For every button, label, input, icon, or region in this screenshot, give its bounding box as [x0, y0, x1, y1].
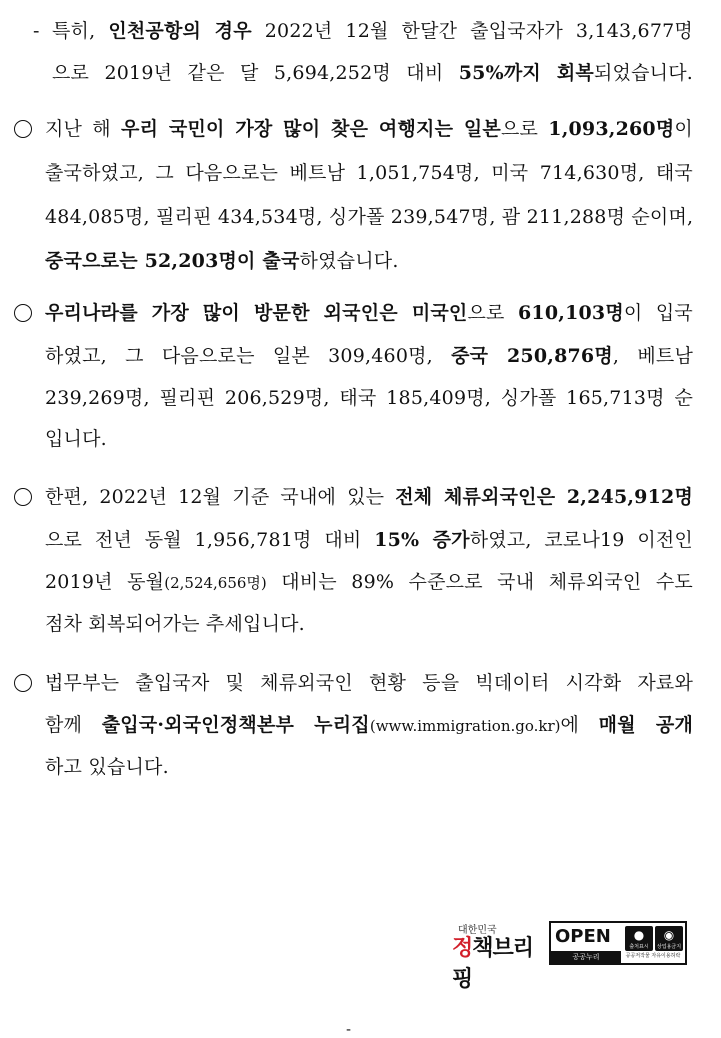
- p2-line-1: 우리나라를 가장 많이 방문한 외국인은 미국인으로 610,103명이 입국: [45, 302, 693, 324]
- circle-bullet-icon: [14, 488, 32, 506]
- p3-line-4: 점차 회복되어가는 추세입니다.: [45, 613, 305, 635]
- kogl-open-license-badge: OPEN 공공누리 ● 출처표시 ◉ 상업용금지 공공저작물 자유이용허락: [549, 921, 687, 965]
- website-url[interactable]: (www.immigration.go.kr): [369, 717, 561, 735]
- usa-count-highlight: 610,103명: [518, 302, 624, 324]
- increase-15-highlight: 15% 증가: [374, 529, 470, 551]
- intro-line-1: 특히, 인천공항의 경우 2022년 12월 한달간 출입국자가 3,143,677명: [52, 20, 693, 42]
- china-outbound-highlight: 중국으로는 52,203명이 출국: [45, 250, 300, 272]
- attribution-icon: ● 출처표시: [625, 926, 653, 951]
- intro-line-2: 으로 2019년 같은 달 5,694,252명 대비 55%까지 회복되었습니다.: [52, 62, 693, 84]
- p3-line-3: 2019년 동월(2,524,656명) 대비는 89% 수준으로 국내 체류외국인 수도: [45, 571, 693, 593]
- p1-line-2: 출국하였고, 그 다음으로는 베트남 1,051,754명, 미국 714,630명, 태국: [45, 162, 693, 184]
- p2-line-3: 239,269명, 필리핀 206,529명, 태국 185,409명, 싱가폴 165,713명 순: [45, 387, 693, 409]
- p2-line-4: 입니다.: [45, 428, 107, 450]
- p1-line-4: 중국으로는 52,203명이 출국하였습니다.: [45, 250, 399, 272]
- p3-line-2: 으로 전년 동월 1,956,781명 대비 15% 증가하였고, 코로나19 이전인: [45, 529, 693, 551]
- policy-briefing-logo: 대한민국 정책브리핑: [452, 925, 534, 992]
- total-residents-highlight: 전체 체류외국인은 2,245,912명: [395, 486, 693, 508]
- circle-bullet-icon: [14, 120, 32, 138]
- top-destination-highlight: 우리 국민이 가장 많이 찾은 여행지는 일본: [121, 118, 501, 140]
- open-license-word: OPEN: [555, 926, 611, 947]
- incheon-airport-highlight: 인천공항의 경우: [108, 20, 252, 42]
- p2-line-2: 하였고, 그 다음으로는 일본 309,460명, 중국 250,876명, 베트남: [45, 345, 693, 367]
- p4-line-1: 법무부는 출입국자 및 체류외국인 현황 등을 빅데이터 시각화 자료와: [45, 672, 693, 694]
- china-inbound-highlight: 중국 250,876명: [451, 345, 613, 367]
- ministry-website-highlight: 출입국·외국인정책본부 누리집: [101, 714, 370, 736]
- page-number-mark: -: [346, 1022, 352, 1038]
- no-commercial-icon: ◉ 상업용금지: [656, 928, 682, 950]
- p4-line-2: 함께 출입국·외국인정책본부 누리집(www.immigration.go.kr)에 매월 공개: [45, 714, 693, 736]
- top-visitor-highlight: 우리나라를 가장 많이 방문한 외국인은 미국인: [45, 302, 468, 324]
- monthly-publish-highlight: 매월 공개: [598, 714, 693, 736]
- p4-line-3: 하고 있습니다.: [45, 756, 169, 778]
- circle-bullet-icon: [14, 304, 32, 322]
- circle-bullet-icon: [14, 674, 32, 692]
- recovery-55-highlight: 55%까지 회복: [458, 62, 594, 84]
- p1-line-1: 지난 해 우리 국민이 가장 많이 찾은 여행지는 일본으로 1,093,260명이: [45, 118, 693, 140]
- dash-marker: -: [33, 20, 40, 42]
- p3-line-1: 한편, 2022년 12월 기준 국내에 있는 전체 체류외국인은 2,245,912명: [45, 486, 693, 508]
- p1-line-3: 484,085명, 필리핀 434,534명, 싱가폴 239,547명, 괌 211,288명 순이며,: [45, 206, 694, 228]
- japan-count-highlight: 1,093,260명: [548, 118, 675, 140]
